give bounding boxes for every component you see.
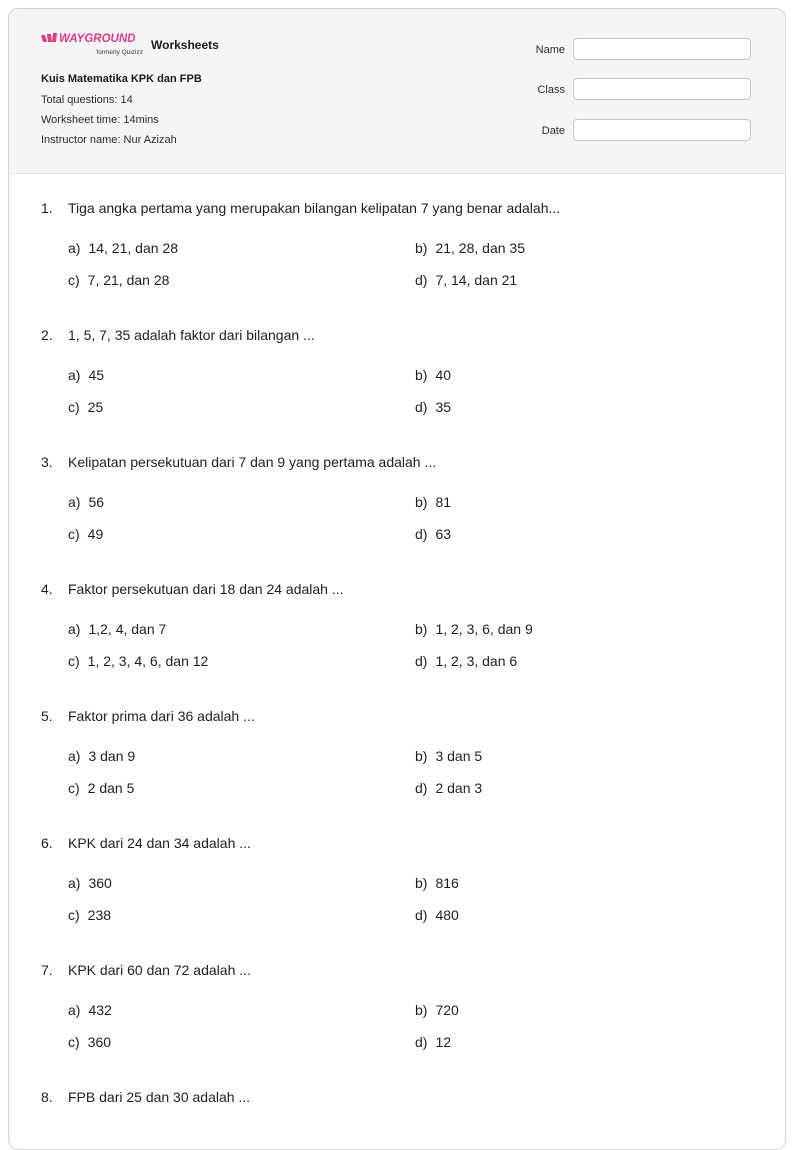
answer-option[interactable] xyxy=(415,272,517,288)
question-number: 6. xyxy=(41,835,53,851)
answer-option[interactable] xyxy=(68,875,112,891)
option-text: 14, 21, dan 28 xyxy=(88,240,178,256)
section-title: Worksheets xyxy=(151,38,219,52)
class-input[interactable] xyxy=(573,78,751,100)
option-letter: c) xyxy=(68,526,80,542)
worksheet-page xyxy=(8,8,786,1150)
question-text: Tiga angka pertama yang merupakan bilangan kelipatan 7 yang benar adalah... xyxy=(68,200,561,216)
option-text: 2 dan 3 xyxy=(435,780,483,796)
question-text: KPK dari 60 dan 72 adalah ... xyxy=(68,962,251,978)
option-letter: d) xyxy=(415,1034,428,1050)
total-questions-label: Total questions: xyxy=(41,94,118,106)
answer-option[interactable] xyxy=(68,653,208,669)
name-input[interactable] xyxy=(573,38,751,60)
answer-option[interactable] xyxy=(415,621,533,637)
answer-option[interactable] xyxy=(415,748,482,764)
option-letter: d) xyxy=(415,272,428,288)
total-questions-value: 14 xyxy=(120,94,133,106)
answer-option[interactable] xyxy=(415,494,451,510)
option-letter: a) xyxy=(68,1002,81,1018)
option-text: 1, 2, 3, dan 6 xyxy=(435,653,518,669)
option-letter: b) xyxy=(415,367,428,383)
worksheet-time-value: 14mins xyxy=(123,114,159,126)
answer-option[interactable] xyxy=(68,494,104,510)
question-number: 8. xyxy=(41,1089,53,1105)
answer-option[interactable] xyxy=(415,1034,451,1050)
question-text: KPK dari 24 dan 34 adalah ... xyxy=(68,835,251,851)
worksheet-title: Kuis Matematika KPK dan FPB xyxy=(41,73,202,85)
answer-option[interactable] xyxy=(68,240,178,256)
option-letter: b) xyxy=(415,748,428,764)
option-letter: b) xyxy=(415,621,428,637)
total-questions xyxy=(41,94,133,106)
question-number: 4. xyxy=(41,581,53,597)
answer-option[interactable] xyxy=(415,780,482,796)
class-label: Class xyxy=(537,84,565,96)
instructor-value: Nur Azizah xyxy=(123,134,177,146)
date-input[interactable] xyxy=(573,119,751,141)
option-letter: b) xyxy=(415,875,428,891)
option-text: 2 dan 5 xyxy=(87,780,135,796)
answer-option[interactable] xyxy=(68,367,104,383)
worksheet-time-label: Worksheet time: xyxy=(41,114,121,126)
logo-mark-icon xyxy=(41,33,57,42)
question-number: 1. xyxy=(41,200,53,216)
option-letter: c) xyxy=(68,272,80,288)
worksheet-header xyxy=(9,9,785,174)
logo-wordmark: WAYGROUND xyxy=(59,33,136,45)
option-letter: d) xyxy=(415,907,428,923)
answer-option[interactable] xyxy=(68,1002,112,1018)
answer-option[interactable] xyxy=(68,748,135,764)
option-text: 1, 2, 3, 6, dan 9 xyxy=(435,621,533,637)
option-letter: d) xyxy=(415,399,428,415)
question-item xyxy=(9,835,785,962)
option-text: 3 dan 5 xyxy=(435,748,483,764)
worksheet-time xyxy=(41,114,159,126)
option-text: 238 xyxy=(87,907,112,923)
question-item xyxy=(9,1089,785,1150)
answer-option[interactable] xyxy=(415,875,459,891)
option-text: 45 xyxy=(88,367,105,383)
option-letter: b) xyxy=(415,1002,428,1018)
answer-option[interactable] xyxy=(68,272,169,288)
answer-option[interactable] xyxy=(415,399,451,415)
wayground-logo xyxy=(40,31,144,59)
answer-option[interactable] xyxy=(68,1034,111,1050)
answer-option[interactable] xyxy=(415,240,525,256)
instructor-name xyxy=(41,134,177,146)
option-text: 12 xyxy=(435,1034,452,1050)
option-text: 1, 2, 3, 4, 6, dan 12 xyxy=(87,653,209,669)
instructor-label: Instructor name: xyxy=(41,134,121,146)
option-text: 1,2, 4, dan 7 xyxy=(88,621,167,637)
option-text: 720 xyxy=(435,1002,459,1018)
question-item xyxy=(9,962,785,1089)
option-letter: a) xyxy=(68,494,81,510)
option-letter: a) xyxy=(68,875,81,891)
option-text: 3 dan 9 xyxy=(88,748,136,764)
question-number: 7. xyxy=(41,962,53,978)
option-letter: b) xyxy=(415,494,428,510)
option-letter: d) xyxy=(415,780,428,796)
question-text: Faktor persekutuan dari 18 dan 24 adalah ... xyxy=(68,581,344,597)
answer-option[interactable] xyxy=(415,526,451,542)
option-text: 432 xyxy=(88,1002,112,1018)
question-item xyxy=(9,581,785,708)
question-number: 2. xyxy=(41,327,53,343)
option-text: 40 xyxy=(435,367,452,383)
option-letter: a) xyxy=(68,367,81,383)
logo-subtitle: formerly Quizizz xyxy=(96,49,143,56)
option-text: 25 xyxy=(87,399,104,415)
option-text: 21, 28, dan 35 xyxy=(435,240,525,256)
option-text: 35 xyxy=(435,399,452,415)
option-text: 7, 14, dan 21 xyxy=(435,272,518,288)
date-label: Date xyxy=(541,125,565,137)
option-text: 63 xyxy=(435,526,452,542)
question-text: Kelipatan persekutuan dari 7 dan 9 yang pertama adalah ... xyxy=(68,454,437,470)
option-text: 816 xyxy=(435,875,459,891)
name-label: Name xyxy=(535,44,565,56)
question-item xyxy=(9,200,785,327)
option-letter: d) xyxy=(415,526,428,542)
option-letter: c) xyxy=(68,399,80,415)
question-text: FPB dari 25 dan 30 adalah ... xyxy=(68,1089,251,1105)
option-letter: c) xyxy=(68,780,80,796)
option-letter: c) xyxy=(68,1034,80,1050)
answer-option[interactable] xyxy=(415,367,451,383)
question-item xyxy=(9,708,785,835)
option-letter: c) xyxy=(68,653,80,669)
option-text: 7, 21, dan 28 xyxy=(87,272,170,288)
option-letter: a) xyxy=(68,621,81,637)
answer-option[interactable] xyxy=(68,907,111,923)
answer-option[interactable] xyxy=(68,399,103,415)
option-text: 56 xyxy=(88,494,105,510)
question-text: 1, 5, 7, 35 adalah faktor dari bilangan ... xyxy=(68,327,315,343)
question-number: 3. xyxy=(41,454,53,470)
option-text: 49 xyxy=(87,526,104,542)
question-item xyxy=(9,327,785,454)
answer-option[interactable] xyxy=(415,907,459,923)
answer-option[interactable] xyxy=(68,526,103,542)
option-letter: d) xyxy=(415,653,428,669)
option-text: 360 xyxy=(88,875,112,891)
option-letter: a) xyxy=(68,240,81,256)
answer-option[interactable] xyxy=(415,1002,459,1018)
option-text: 81 xyxy=(435,494,452,510)
question-text: Faktor prima dari 36 adalah ... xyxy=(68,708,255,724)
answer-option[interactable] xyxy=(68,621,166,637)
question-number: 5. xyxy=(41,708,53,724)
option-text: 360 xyxy=(87,1034,112,1050)
option-text: 480 xyxy=(435,907,459,923)
answer-option[interactable] xyxy=(415,653,517,669)
answer-option[interactable] xyxy=(68,780,134,796)
question-item xyxy=(9,454,785,581)
option-letter: a) xyxy=(68,748,81,764)
option-letter: c) xyxy=(68,907,80,923)
option-letter: b) xyxy=(415,240,428,256)
